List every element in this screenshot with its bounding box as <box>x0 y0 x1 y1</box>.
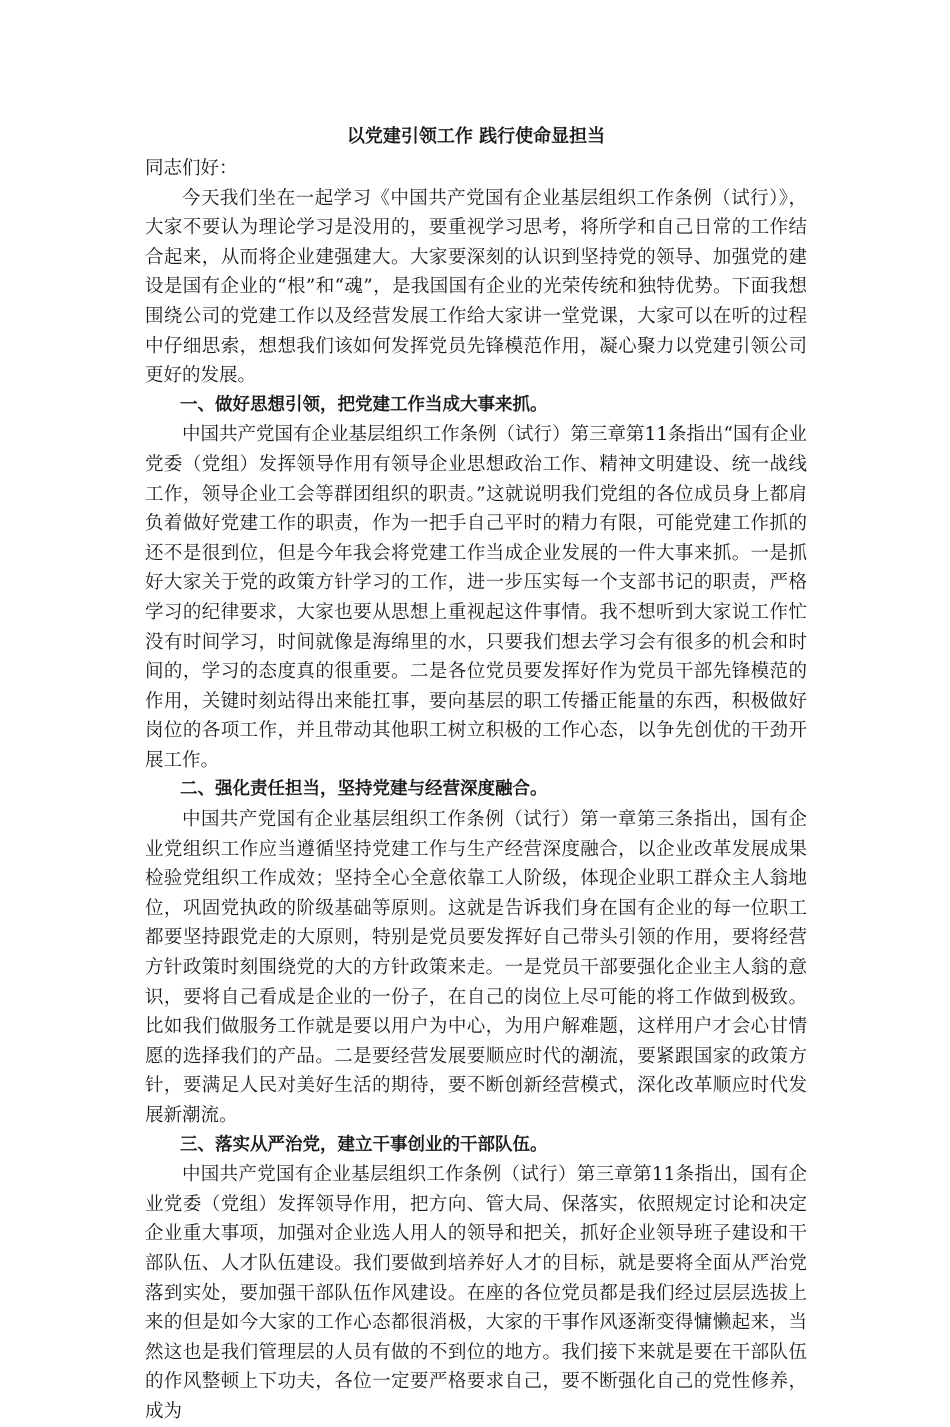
salutation: 同志们好： <box>145 158 238 179</box>
section-heading-3: 三、落实从严治党，建立干事创业的干部队伍。 <box>180 1134 548 1155</box>
section-heading-1: 一、做好思想引领，把党建工作当成大事来抓。 <box>180 394 548 415</box>
section-body-2: 中国共产党国有企业基层组织工作条例（试行）第一章第三条指出，国有企业党组织工作应当遵循坚持党建工作与生产经营深度融合，以企业改革发展成果检验党组织工作成效；坚持全心全意依靠工人阶级，体现企业职工群众主人翁地位，巩固党执政的阶级基础等原则。这就是告诉我们身在国有企业的每一位职工都要坚持跟党走的大原则，特别是党员要发挥好自己带头引领的作用，要将经营方针政策时刻围绕党的大的方针政策来走。一是党员干部要强化企业主人翁的意识，要将自己看成是企业的一份子，在自己的岗位上尽可能的将工作做到极致。比如我们做服务工作就是要以用户为中心，为用户解难题，这样用户才会心甘情愿的选择我们的产品。二是要经营发展要顺应时代的潮流，要紧跟国家的政策方针，要满足人民对美好生活的期待，要不断创新经营模式，深化改革顺应时代发展新潮流。 <box>145 809 807 1126</box>
section-heading-2: 二、强化责任担当，坚持党建与经营深度融合。 <box>180 779 548 800</box>
document-page <box>145 122 807 1427</box>
section-body-1: 中国共产党国有企业基层组织工作条例（试行）第三章第11条指出“国有企业党委（党组）发挥领导作用有领导企业思想政治工作、精神文明建设、统一战线工作，领导企业工会等群团组织的职责。”这就说明我们党组的各位成员身上都肩负着做好党建工作的职责，作为一把手自己平时的精力有限，可能党建工作抓的还不是很到位，但是今年我会将党建工作当成企业发展的一件大事来抓。一是抓好大家关于党的政策方针学习的工作，进一步压实每一个支部书记的职责，严格学习的纪律要求，大家也要从思想上重视起这件事情。我不想听到大家说工作忙没有时间学习，时间就像是海绵里的水，只要我们想去学习会有很多的机会和时间的，学习的态度真的很重要。二是各位党员要发挥好作为党员干部先锋模范的作用，关键时刻站得出来能扛事，要向基层的职工传播正能量的东西，积极做好岗位的各项工作，并且带动其他职工树立积极的工作心态，以争先创优的干劲开展工作。 <box>145 424 808 771</box>
document-title: 以党建引领工作 践行使命显担当 <box>346 126 606 147</box>
section-body-3: 中国共产党国有企业基层组织工作条例（试行）第三章第11条指出，国有企业党委（党组）发挥领导作用，把方向、管大局、保落实，依照规定讨论和决定企业重大事项，加强对企业选人用人的领导和把关，抓好企业领导班子建设和干部队伍、人才队伍建设。我们要做到培养好人才的目标，就是要将全面从严治党落到实处，要加强干部队伍作风建设。在座的各位党员都是我们经过层层选拔上来的但是如今大家的工作心态都很消极，大家的干事作风逐渐变得慵懒起来，当然这也是我们管理层的人员有做的不到位的地方。我们接下来就是要在干部队伍的作风整顿上下功夫，各位一定要严格要求自己，要不断强化自己的党性修养，成为 <box>145 1164 807 1422</box>
intro-paragraph: 今天我们坐在一起学习《中国共产党国有企业基层组织工作条例（试行）》，大家不要认为理论学习是没用的，要重视学习思考，将所学和自己日常的工作结合起来，从而将企业建强建大。大家要深刻的认识到坚持党的领导、加强党的建设是国有企业的“根”和“魂”，是我国国有企业的光荣传统和独特优势。下面我想围绕公司的党建工作以及经营发展工作给大家讲一堂党课，大家可以在听的过程中仔细思索，想想我们该如何发挥党员先锋模范作用，凝心聚力以党建引领公司更好的发展。 <box>145 187 807 387</box>
